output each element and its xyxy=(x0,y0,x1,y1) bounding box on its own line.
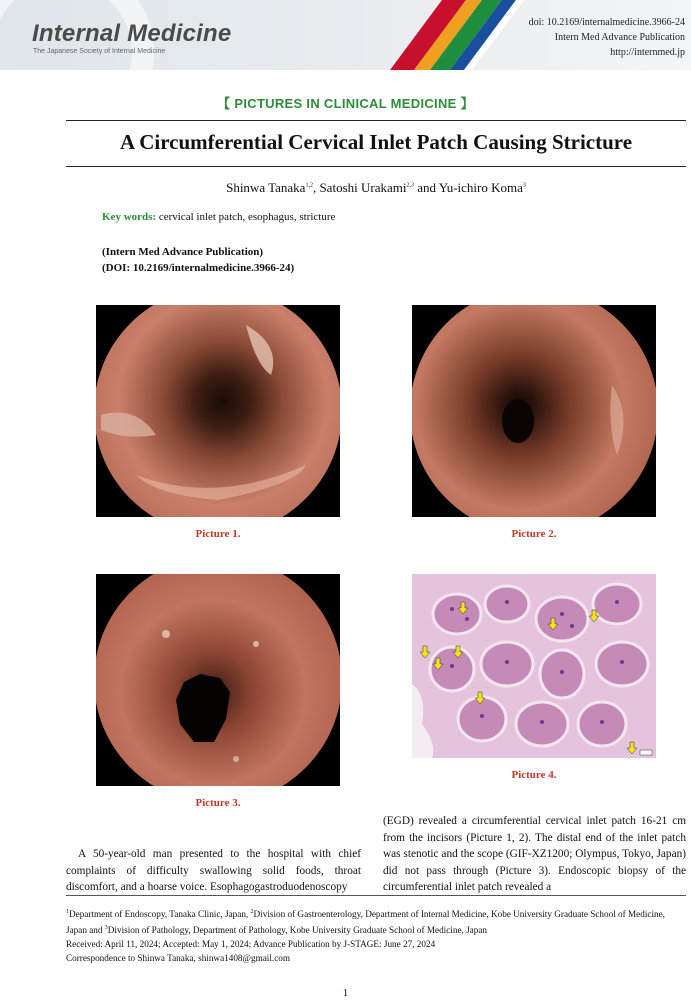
header-stripes-decoration xyxy=(380,0,540,70)
publication-line: (Intern Med Advance Publication) xyxy=(102,246,264,258)
endoscopy-image-3 xyxy=(96,574,340,786)
journal-title: Internal Medicine xyxy=(32,20,232,47)
body-text-right: (EGD) revealed a circumferential cervical inlet patch 16-21 cm from the incisors (Picture 1, 2). The distal end of the inlet patch was stenotic and the scope (GIF-XZ1200; Olympus, Tokyo, Japan) did not pass through (Picture 3). Endoscopic biopsy of the circumferential inlet patch revealed a xyxy=(383,815,686,893)
picture-4-histology xyxy=(412,574,656,758)
title-bottom-rule xyxy=(66,166,686,167)
footnote-affiliations: $^1$Department of Endoscopy, Tanaka Clinic, Japan, $^2$Division of Gastroenterology, Department of Internal Medicine, Kobe University Graduate School of Medicine, Japan and $^3$Division of Pathology, Department of Pathology, Kobe University Graduate School of Medicine, Japan xyxy=(66,909,665,936)
footnote xyxy=(66,905,686,965)
keywords xyxy=(102,211,335,223)
keywords-text: cervical inlet patch, esophagus, stricture xyxy=(158,211,336,223)
keywords-label: Key words: xyxy=(102,211,157,223)
article-title: A Circumferential Cervical Inlet Patch Causing Stricture xyxy=(119,130,633,154)
footnote-correspondence: Correspondence to Shinwa Tanaka, shinwa1408@gmail.com xyxy=(66,953,291,964)
body-text-left: A 50-year-old man presented to the hospital with chief complaints of difficulty swallowing solid foods, throat discomfort, and a hoarse voice. Esophagogastroduodenoscopy xyxy=(66,848,361,893)
header-publication-info xyxy=(529,15,685,60)
publication-info xyxy=(102,244,294,276)
header-pub: Intern Med Advance Publication xyxy=(554,32,685,43)
endoscopy-image-2 xyxy=(412,305,656,517)
section-heading: 【 PICTURES IN CLINICAL MEDICINE 】 xyxy=(217,96,474,111)
author-separator: , xyxy=(312,180,320,195)
footnote-affiliation-3: Division of Pathology, Department of Pathology, Kobe University Graduate School of Medicine, Japan xyxy=(107,925,488,936)
title-top-rule xyxy=(66,120,686,121)
page-number: 1 xyxy=(342,987,349,999)
journal-society: The Japanese Society of Internal Medicine xyxy=(33,48,166,55)
header-url[interactable]: http://internmed.jp xyxy=(610,47,685,58)
picture-2-caption: Picture 2. xyxy=(511,528,557,540)
endoscopy-image-1 xyxy=(96,305,340,517)
author-name: Satoshi Urakami xyxy=(319,180,407,195)
footnote-affiliation-1: Department of Endoscopy, Tanaka Clinic, Japan, xyxy=(69,909,251,920)
author-affiliation: 2,3 xyxy=(406,182,414,189)
author-list xyxy=(66,180,686,196)
author-affiliation: 3 xyxy=(522,182,526,189)
author-name: Yu-ichiro Koma xyxy=(438,180,523,195)
picture-2-endoscopy xyxy=(412,305,656,517)
footnote-rule xyxy=(66,895,686,896)
author-separator: and xyxy=(413,180,439,195)
picture-4-caption: Picture 4. xyxy=(511,769,557,781)
publication-doi: (DOI: 10.2169/internalmedicine.3966-24) xyxy=(102,262,295,274)
header-doi: doi: 10.2169/internalmedicine.3966-24 xyxy=(528,17,685,28)
histology-image-4 xyxy=(412,574,656,758)
author-affiliation: 1,2 xyxy=(305,182,313,189)
footnote-affiliation-2: Division of Gastroenterology, Department of Internal Medicine, Kobe University Graduate School of Medicine, Japan and xyxy=(66,909,665,936)
picture-1-endoscopy xyxy=(96,305,340,517)
author-name: Shinwa Tanaka xyxy=(226,180,306,195)
picture-3-caption: Picture 3. xyxy=(195,797,241,809)
picture-1-caption: Picture 1. xyxy=(195,528,241,540)
picture-3-endoscopy xyxy=(96,574,340,786)
footnote-received: Received: April 11, 2024; Accepted: May 1, 2024; Advance Publication by J-STAGE: June 27, 2024 xyxy=(66,939,436,950)
journal-header xyxy=(0,0,691,70)
